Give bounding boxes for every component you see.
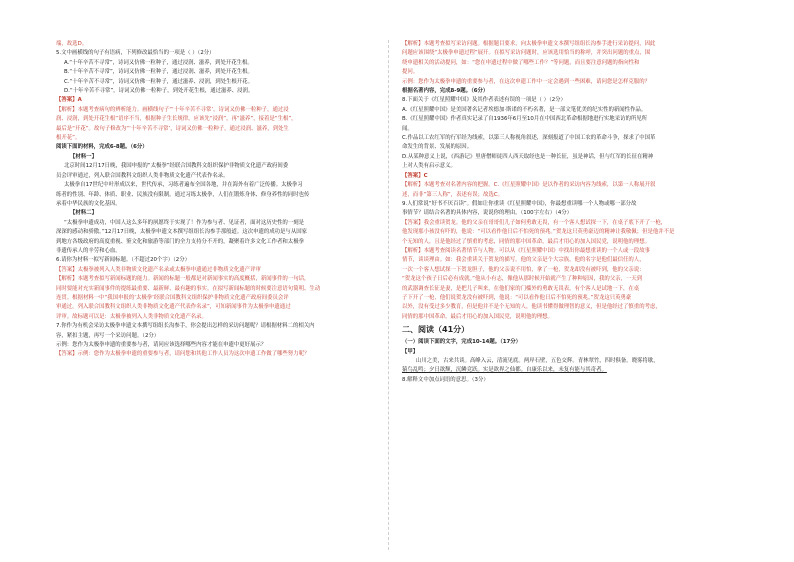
right-text-line: 述，而非“第三人称”，表述有误；故选C。 xyxy=(402,191,503,198)
left-text-line: 端，故选D。 xyxy=(56,41,88,47)
right-text-line: B.《红星照耀中国》作者真实记录了自1936年6月至10月在中国西北革命根据地进行实地采访的所见所 xyxy=(402,116,648,123)
left-text-line: 最后是“开花”。故句子修改为“‘十年辛苦不寻常’，诗词又仿佛一粒种子，通过浸润、滋养，到处生 xyxy=(56,125,289,132)
left-text-line: 员会评审通过，列入联合国教科文组织人类非物质文化遗产代表作名录。 xyxy=(56,172,229,179)
right-text-line: 二、阅读（41分） xyxy=(402,325,470,335)
right-text-line: 以外，没有受过多少教育，但是他并不是个无知的人，他读书懂得做理智的意义，但是他经过了慎重的考虑， xyxy=(402,304,661,311)
right-text-line: 绕申遗相关的活动提问，如：“您在申遗过程中做了哪些工作？”等问题，而且要注意问题的指向性和 xyxy=(402,59,640,66)
right-text-line: 上对人类有启示意义。 xyxy=(402,163,456,170)
left-text-line: 阅读下面的材料，完成6-8题。（6分） xyxy=(56,144,148,151)
right-text-line: 【答案】我会重读贺龙。他的父亲在哥哥们儿子如何勇敢无畏，有一个客人想试探一下，在桌子底下开了一枪， xyxy=(402,219,667,226)
right-text-line: 8.解释文中加点词语的意思。（3分） xyxy=(402,376,489,383)
right-text-line: 子下开了一枪，他们说贺龙没有被吓到，他说：“可以看作他日后不怕死的预兆。”贺龙这只英勇豪 xyxy=(402,294,632,301)
right-text-line: 9.人们常说“好书不厌百读”。假如让你重读《红星照耀中国》，你最想重读哪一个人物或哪一部分故 xyxy=(402,200,637,207)
right-text-line: 问题应该围绕“太极拳申遗过程”展开。在拟写采访问题时，应该选用恰当的称呼，并突出问题的重点，围 xyxy=(402,50,651,57)
right-text-line: 【答案】C xyxy=(402,172,428,179)
right-text-line: 情节，谈谈理由。如：我会重读关于贺龙的描写。他的父亲是个大宗族，他的名字是他们最信任的人， xyxy=(402,257,645,264)
right-text-line: “贺龙这个孩子日后必有成就。”他从小有志，像他从那时候开始就产生了种种原因，我的父亲，一天到 xyxy=(402,276,643,283)
right-text-line: 他发现那小孩没有吓的，他说：“可以看作他日后不怕死的预兆。”贺龙这只英勇豪迈的精神让我敬佩；但是他并不是 xyxy=(402,229,675,236)
left-text-line: 7.你作为有机会采访太极拳申遗文本撰写组组长沟参手，你会提出怎样的采访问题呢？请根据材料二的相关内 xyxy=(56,323,315,330)
left-text-line: 【答案】太极拳被列入人类非物质文化遗产名录或太极拳申遗通过非物质文化遗产评审 xyxy=(56,266,261,273)
right-text-line: （一）阅读下面的文字，完成10-14题。（17分） xyxy=(402,339,522,346)
right-text-line: A.《红星照耀中国》是美国著名记者埃德加·斯诺的不朽名著，是一部文笔优美的纪实性的新闻性作品。 xyxy=(402,106,647,113)
left-text-line: 润、浸润，到处开花生根”语序不当，根据种子生长规律，应该先“浸润”，再“滋养”，接着是“生根”， xyxy=(56,116,297,123)
left-text-line: 连贯。根据材料一中“我国申报的‘太极拳’经联合国教科文组织保护非物质文化遗产政府间委员会评 xyxy=(56,294,289,301)
right-text-line: D.从某种意义上说，《西游记》里唐僧师徒四人西天取经也是一种长征，虽是神话，但与红军的长征在精神 xyxy=(402,153,654,160)
left-text-line: A.“十年辛苦不寻常”，诗词又仿佛一粒种子，通过浸润、滋养，到处开花生根。 xyxy=(64,59,253,66)
left-text-line: 北京时间12月17日晚，我国申报的“太极拳”经联合国教科文组织保护非物质文化遗产政府间委 xyxy=(64,163,289,170)
right-text-line: 同情的那中国革命，最后才用心的加入国民党，说明他的理想。 xyxy=(402,313,553,320)
left-text-line: 非遗传承人的辛劳和心血。 xyxy=(56,247,121,254)
right-text-line: 【解析】本题考查拟写采访问题。根据题目要求，向太极拳申遗文本撰写组组长沟参手进行采访提问，因此 xyxy=(402,41,656,47)
right-text-line: 一次一个客人想试探一下贺龙胆子，他的父亲说不用怕，拿了一枪，贺龙却没有被吓到，他的父亲说： xyxy=(402,266,645,273)
right-text-line: 根据名著内容，完成8-9题。（6分） xyxy=(402,88,489,95)
left-text-line: 练者的性别、年龄、体质、职业、民族没有限制。通过习练太极拳，人们在锻炼身体、修身养性的同时也传 xyxy=(56,191,310,198)
left-text-line: 容，紧扣主题，再写一个采访问题。（2分） xyxy=(56,332,160,339)
left-text-line: 【材料一】 xyxy=(70,153,97,160)
left-text-line: 评审。故标题可以是：太极拳被列入人类非物质文化遗产名录。 xyxy=(56,313,207,320)
left-text-line: 同时要能对充实新闻事件的提练最重要、最新鲜、最有趣的事实。在拟写新闻标题的时候要注意语句简明、生动 xyxy=(56,285,321,292)
right-text-line: 提问。 xyxy=(402,69,419,76)
left-text-line: 【答案】A xyxy=(56,97,82,104)
column-divider xyxy=(388,40,389,550)
right-text-line: 【解析】本题考查阅读名著情节与人物。可以从《红星照耀中国》中找出你最想重读的一个人或一段故事 xyxy=(402,247,650,254)
right-column xyxy=(402,40,738,385)
left-text-line: 【解析】本题考查病句的辨析能力。画横线句子“‘十年辛苦不寻常’，诗词又仿佛一粒种子，通过浸 xyxy=(56,106,289,113)
right-text-line: 猿鸟乱鸣；夕日欲颓，沉鳞竞跃。实是欲界之仙都。自康乐以来，未复有能与其奇者。 xyxy=(402,367,607,374)
left-text-line: 承着中华民族的文化基因。 xyxy=(56,200,121,207)
left-text-line: 根开花”。 xyxy=(56,135,81,142)
left-text-line: 深深的感动和骄傲。”12月17日晚，太极拳申遗文本撰写组组长沟参手那般道。这次申遗的成功是与从国家 xyxy=(56,229,307,236)
left-text-line: B.“十年辛苦不寻常”，诗词又仿佛一粒种子，通过浸润、滋养，到处开花生根。 xyxy=(64,69,253,76)
left-text-line: 示例：您作为太极拳申遗的重要参与者，请问应该选择哪些内容才能在申遗中更好展示？ xyxy=(56,342,267,348)
right-text-line: 【解析】本题考查对名著内容的把握。C.《红星照耀中国》是以作者的采访内容为线索，以第一人称展开叙 xyxy=(402,182,656,189)
left-text-line: D.“十年辛苦不寻常”，诗词又仿佛一粒种子，到处开花生根，通过滋养、浸润。 xyxy=(64,88,254,95)
right-text-line: C.作品以工农红军的行军经为线索，以第三人称视角叙述，深刻报道了中国工农的革命斗争，探求了中国革 xyxy=(402,135,656,142)
left-text-line: 【答案】示例：您作为太极拳申遗的重要参与者，请问您和其他工作人员为这次申遗工作做了哪些努力呢？ xyxy=(56,351,310,358)
right-text-line: 闻。 xyxy=(402,125,413,132)
left-text-line: 到地方各级政府的高度重视、鉴文化和旅游等部门的全力支持分不开的，凝聚着许多文化工作者和太极拳 xyxy=(56,238,304,245)
right-text-line: 示例：您作为太极拳申遗的重要参与者，在这次申遗工作中一定会遇到一些困难，请问您是怎样克服的？ xyxy=(402,78,650,85)
left-text-line: 【解析】本题考查拟写新闻标题的能力。新闻的标题一般都是对新闻事实的高度概括，新闻事件的一句话， xyxy=(56,276,310,283)
right-text-line: 8.下面关于《红星照耀中国》及其作者表述有误的一项是（ ）（2分） xyxy=(402,97,566,104)
left-text-line: 【材料二】 xyxy=(70,210,97,217)
right-text-line: 命发生的背景、发展的原因。 xyxy=(402,144,473,151)
right-text-line: 的武器调查长征是妻，是把儿子叫来，在他们家的门槛外的勇敢无畏表，有个客人是试地一下，在桌 xyxy=(402,285,640,292)
right-text-line: 【甲】 xyxy=(402,348,419,355)
left-text-line: C.“十年辛苦不寻常”，诗词又仿佛一粒种子，通过滋养、浸润，到处生根开花。 xyxy=(64,78,253,85)
right-text-line: 山川之美，古来共谈。高峰入云，清流见底。两岸石壁，五色交辉。青林翠竹，四时俱备。晓雾将歇， xyxy=(416,358,659,364)
left-text-line: 5.文中画横线的句子有语病，下列修改最恰当的一项是（ ）（2分） xyxy=(56,50,215,57)
left-column xyxy=(56,40,392,360)
left-text-line: 审通过，列入联合国教科文组织人类非物质文化遗产代表作名录”，可知新闻事件为太极拳申遗通过 xyxy=(56,304,291,311)
left-text-line: “太极拳申遗成功，中国人这么多年的夙愿终于实现了！作为参与者、见证者，面对这历史性的一刻是 xyxy=(64,219,304,226)
left-text-line: 太极拳自17世纪中叶形成以来，世代传承，习练者遍布全国各地，并在海外有着广泛传播。太极拳习 xyxy=(64,182,303,189)
right-text-line: 个无知的人，且是他经过了慎重的考虑，同情的那中国革命，最后才用心的加入国民党，说明他的理想。 xyxy=(402,238,650,245)
right-text-line: 事情节？请结合名著的具体内容，说说你的理由。（100字左右）（4分） xyxy=(402,210,573,217)
left-text-line: 6.请你为材料一拟写新闻标题。（不超过20个字）（2分） xyxy=(56,257,191,264)
